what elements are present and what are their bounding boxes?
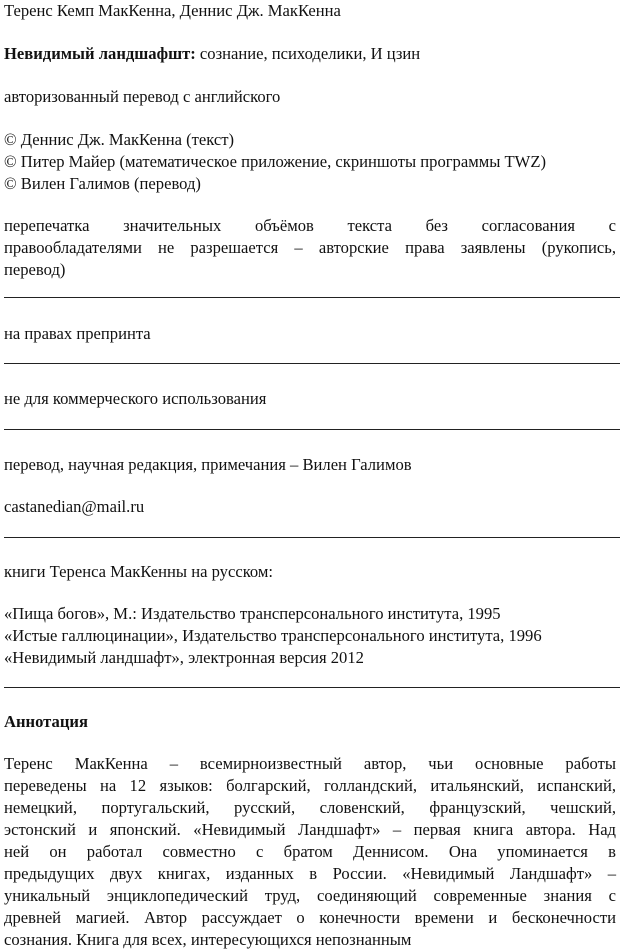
- translation-note: авторизованный перевод с английского: [4, 87, 281, 106]
- authors-line: [4, 0, 616, 22]
- book-title-line: [4, 43, 616, 65]
- preprint-note: на правах препринта: [4, 324, 151, 343]
- rights-notice-line: перепечатка значительных объёмов текста без согласования с: [4, 216, 616, 235]
- book-title: Невидимый ландшафшт:: [4, 44, 196, 63]
- divider: [4, 687, 620, 688]
- annotation-line: уникальный энциклопедический труд, соединяющий современные знания с: [4, 886, 616, 905]
- rights-notice-line: правообладателями не разрешается – авторские права заявлены (рукопись,: [4, 238, 616, 257]
- contact-email[interactable]: castanedian@mail.ru: [4, 497, 145, 516]
- annotation-line: немецкий, португальский, русский, словенский, французский, чешский,: [4, 798, 616, 817]
- book-item: «Невидимый ландшафт», электронная версия 2012: [4, 648, 364, 667]
- books-list: [4, 603, 616, 669]
- annotation-line: древней магией. Автор рассуждает о конечности времени и бесконечности: [4, 908, 616, 927]
- copyright-line: © Деннис Дж. МакКенна (текст): [4, 130, 235, 149]
- noncommercial-note: не для коммерческого использования: [4, 389, 267, 408]
- translator-credit-line: [4, 454, 616, 476]
- annotation-heading-line: [4, 711, 616, 733]
- noncommercial-line: [4, 388, 616, 410]
- divider: [4, 363, 620, 364]
- authors: Теренс Кемп МакКенна, Деннис Дж. МакКенна: [4, 1, 341, 20]
- books-heading: книги Теренса МакКенны на русском:: [4, 562, 273, 581]
- annotation-body: [4, 753, 616, 951]
- book-item: «Истые галлюцинации», Издательство трансперсонального института, 1996: [4, 626, 542, 645]
- divider: [4, 429, 620, 430]
- translation-note-line: [4, 86, 616, 108]
- divider: [4, 537, 620, 538]
- rights-notice-line: перевод): [4, 260, 66, 279]
- divider: [4, 297, 620, 298]
- copyright-line: © Вилен Галимов (перевод): [4, 174, 201, 193]
- annotation-line: ней он работал совместно с братом Деннисом. Она упоминается в: [4, 842, 616, 861]
- book-item: «Пища богов», М.: Издательство трансперсонального института, 1995: [4, 604, 501, 623]
- annotation-line: Теренс МакКенна – всемирноизвестный автор, чьи основные работы: [4, 754, 616, 773]
- translator-credit: перевод, научная редакция, примечания – Вилен Галимов: [4, 455, 412, 474]
- copyright-line: © Питер Майер (математическое приложение, скриншоты программы TWZ): [4, 152, 546, 171]
- annotation-line: переведены на 12 языков: болгарский, голландский, итальянский, испанский,: [4, 776, 616, 795]
- copyright-block: [4, 129, 616, 195]
- annotation-line: предыдущих двух книгах, изданных в России. «Невидимый Ландшафт» –: [4, 864, 616, 883]
- preprint-line: [4, 323, 616, 345]
- annotation-line: эстонский и японский. «Невидимый Ландшафт» – первая книга автора. Над: [4, 820, 616, 839]
- books-heading-line: [4, 561, 616, 583]
- annotation-line: сознания. Книга для всех, интересующихся непознанным: [4, 930, 412, 949]
- book-subtitle: сознание, психоделики, И цзин: [195, 44, 421, 63]
- rights-notice: [4, 215, 616, 281]
- annotation-heading: Аннотация: [4, 712, 88, 731]
- email-line: [4, 496, 616, 518]
